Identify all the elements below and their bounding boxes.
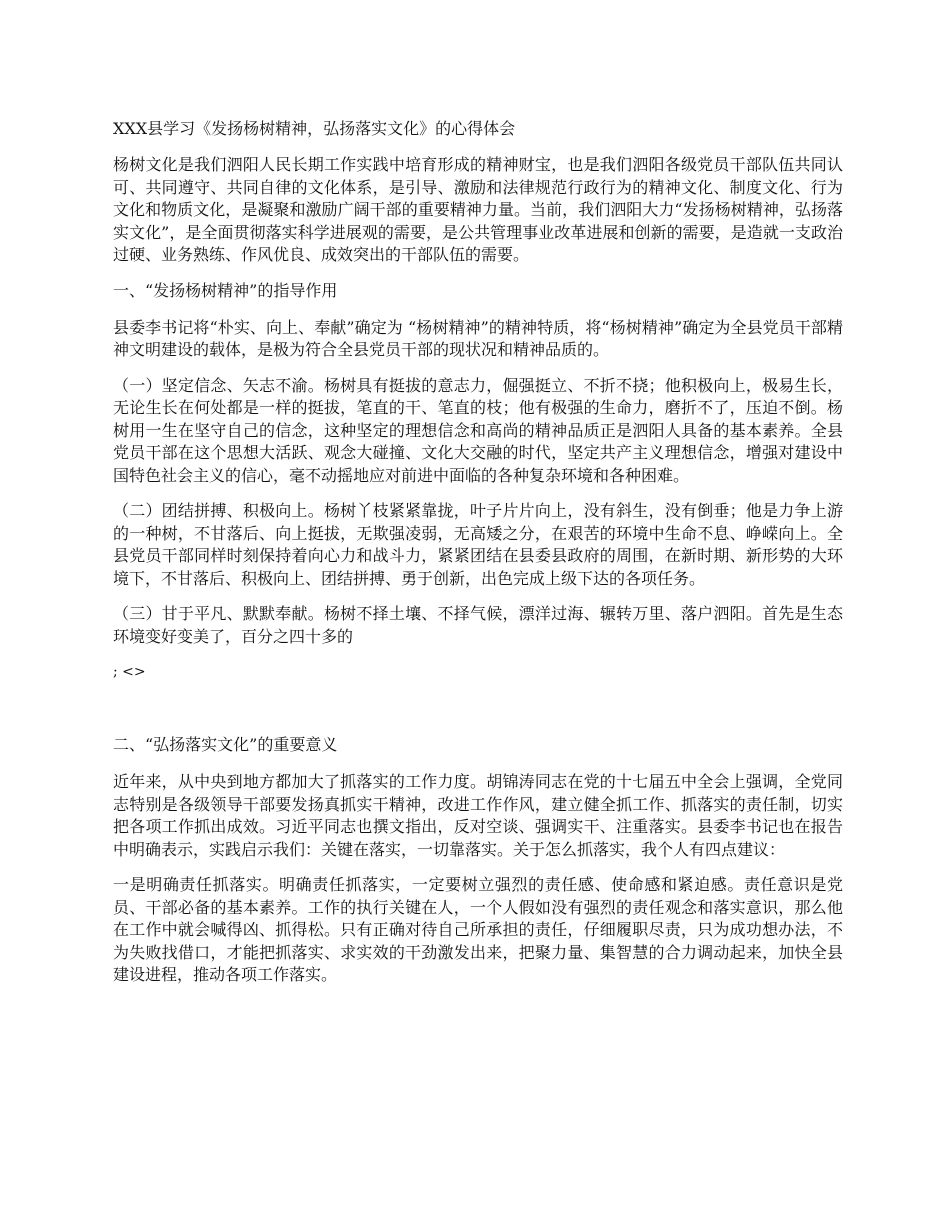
section-2-paragraph-2: 一是明确责任抓落实。明确责任抓落实，一定要树立强烈的责任感、使命感和紧迫感。责任意识是党员、干部必备的基本素养。工作的执行关键在人，一个人假如没有强烈的责任观念和落实意识，那么他在工作中就会喊得凶、抓得松。只有正确对待自己所承担的责任，仔细履职尽责，只为成功想办法，不为失败找借口，才能把抓落实、求实效的干劲激发出来，把聚力量、集智慧的合力调动起来，加快全县建设进程，推动各项工作落实。 — [113, 875, 843, 984]
document-page — [113, 118, 843, 1000]
section-1-paragraph-4: （三）甘于平凡、默默奉献。杨树不择土壤、不择气候，漂洋过海、辗转万里、落户泗阳。首先是生态环境变好变美了，百分之四十多的 — [113, 604, 843, 646]
section-1-paragraph-1: 县委李书记将“朴实、向上、奉献”确定为 “杨树精神”的精神特质，将“杨树精神”确定为全县党员干部精神文明建设的载体，是极为符合全县党员干部的现状况和精神品质的。 — [113, 317, 843, 359]
section-1-paragraph-2: （一）坚定信念、矢志不渝。杨树具有挺拔的意志力，倔强挺立、不折不挠；他积极向上，极易生长，无论生长在何处都是一样的挺拔，笔直的干、笔直的枝；他有极强的生命力，磨折不了，压迫不倒。杨树用一生在坚守自己的信念，这种坚定的理想信念和高尚的精神品质正是泗阳人具备的基本素养。全县党员干部在这个思想大活跃、观念大碰撞、文化大交融的时代，坚定共产主义理想信念，增强对建设中国特色社会主义的信心，毫不动摇地应对前进中面临的各种复杂环境和各种困难。 — [113, 375, 843, 485]
section-2-paragraph-1: 近年来，从中央到地方都加大了抓落实的工作力度。胡锦涛同志在党的十七届五中全会上强调，全党同志特别是各级领导干部要发扬真抓实干精神，改进工作作风，建立健全抓工作、抓落实的责任制，切实把各项工作抓出成效。习近平同志也撰文指出，反对空谈、强调实干、注重落实。县委李书记也在报告中明确表示，实践启示我们：关键在落实，一切靠落实。关于怎么抓落实，我个人有四点建议： — [113, 772, 843, 859]
section-2-heading: 二、“弘扬落实文化”的重要意义 — [113, 735, 338, 754]
stray-text: ; <> — [113, 664, 146, 680]
section-1-heading: 一、“发扬杨树精神”的指导作用 — [113, 280, 338, 300]
section-1-paragraph-3: （二）团结拼搏、积极向上。杨树丫枝紧紧靠拢，叶子片片向上，没有斜生，没有倒垂；他是力争上游的一种树，不甘落后、向上挺拔，无欺强凌弱，无高矮之分，在艰苦的环境中生命不息、峥嵘向上。全县党员干部同样时刻保持着向心力和战斗力，紧紧团结在县委县政府的周围，在新时期、新形势的大环境下，不甘落后、积极向上、团结拼搏、勇于创新，出色完成上级下达的各项任务。 — [113, 501, 843, 588]
document-title: XXX县学习《发扬杨树精神，弘扬落实文化》的心得体会 — [113, 119, 516, 138]
page-gap — [113, 682, 843, 734]
intro-paragraph: 杨树文化是我们泗阳人民长期工作实践中培育形成的精神财宝，也是我们泗阳各级党员干部队伍共同认可、共同遵守、共同自律的文化体系，是引导、激励和法律规范行政行为的精神文化、制度文化、行为文化和物质文化，是凝聚和激励广阔干部的重要精神力量。当前，我们泗阳大力“发扬杨树精神，弘扬落实文化”，是全面贯彻落实科学进展观的需要，是公共管理事业改革进展和创新的需要，是造就一支政治过硬、业务熟练、作风优良、成效突出的干部队伍的需要。 — [113, 155, 843, 264]
